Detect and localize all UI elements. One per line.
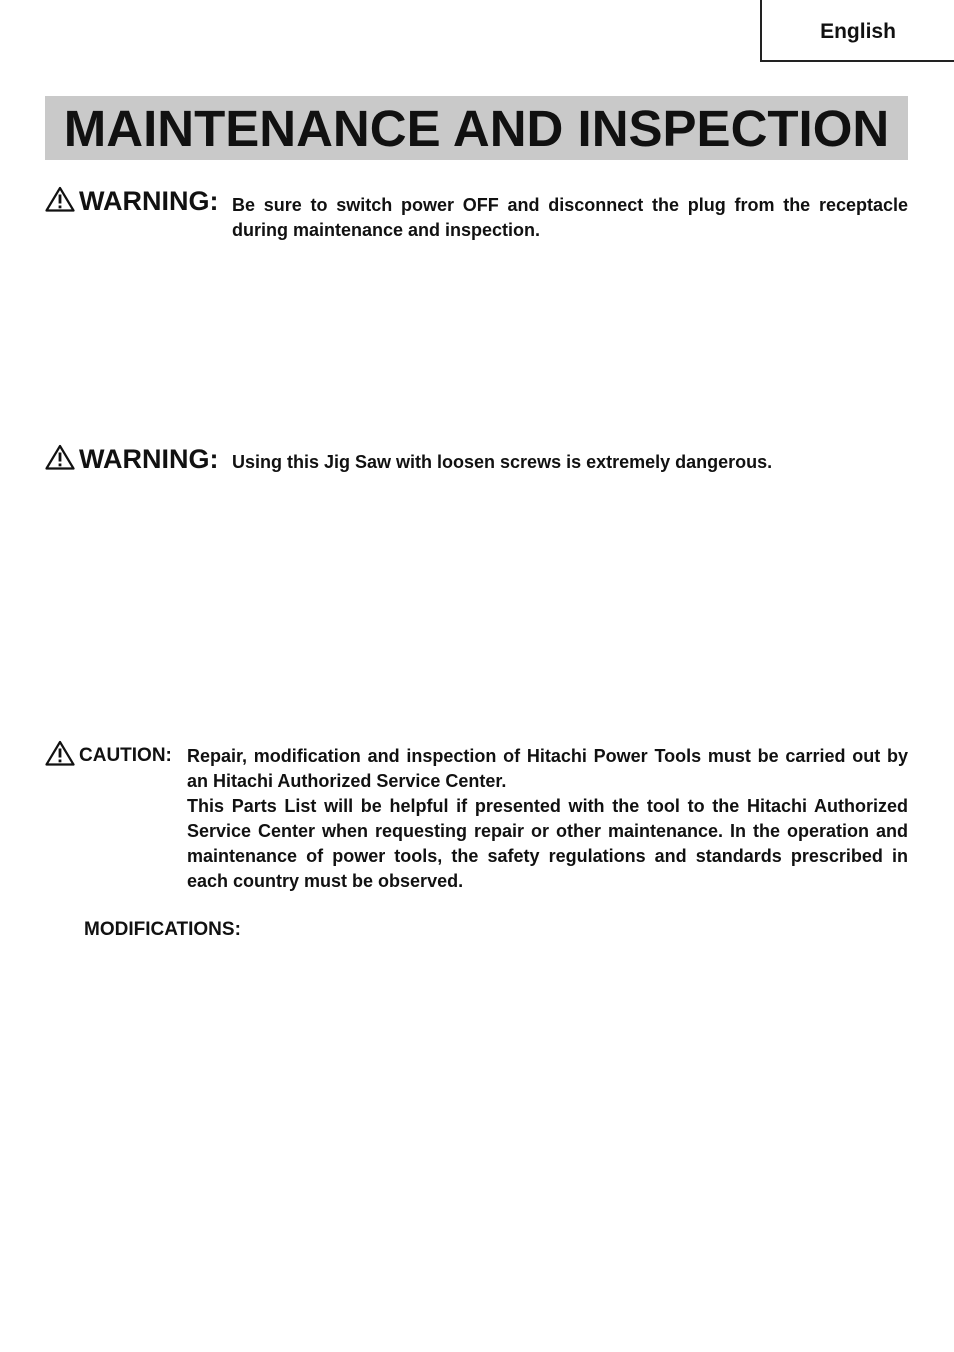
warning-notice-power-off: [45, 186, 908, 246]
section-title-bar: [45, 96, 908, 160]
caution-label: CAUTION:: [79, 745, 172, 766]
warning-triangle-icon: [45, 444, 75, 470]
page-title: MAINTENANCE AND INSPECTION: [63, 99, 890, 157]
warning-triangle-icon: [45, 186, 75, 212]
modifications-heading: MODIFICATIONS:: [84, 919, 241, 940]
caution-paragraph: This Parts List will be helpful if presented with the tool to the Hitachi Authorized Service Center when requesting repair or other maintenance. In the operation and maintenance of power tools, the safety regulations and standards prescribed in each country must be observed.: [187, 796, 908, 891]
warning-label: WARNING:: [79, 186, 219, 216]
language-tab: English: [760, 0, 954, 62]
warning-notice-loose-screws: [45, 444, 908, 484]
warning-label: WARNING:: [79, 444, 219, 474]
caution-paragraph: Repair, modification and inspection of Hitachi Power Tools must be carried out by an Hitachi Authorized Service Center.: [187, 746, 908, 791]
caution-notice: [45, 740, 908, 900]
warning-triangle-icon: [45, 740, 75, 766]
warning-text: Be sure to switch power OFF and disconnect the plug from the receptacle during maintenance and inspection.: [232, 195, 908, 240]
warning-text: Using this Jig Saw with loosen screws is extremely dangerous.: [232, 452, 773, 472]
